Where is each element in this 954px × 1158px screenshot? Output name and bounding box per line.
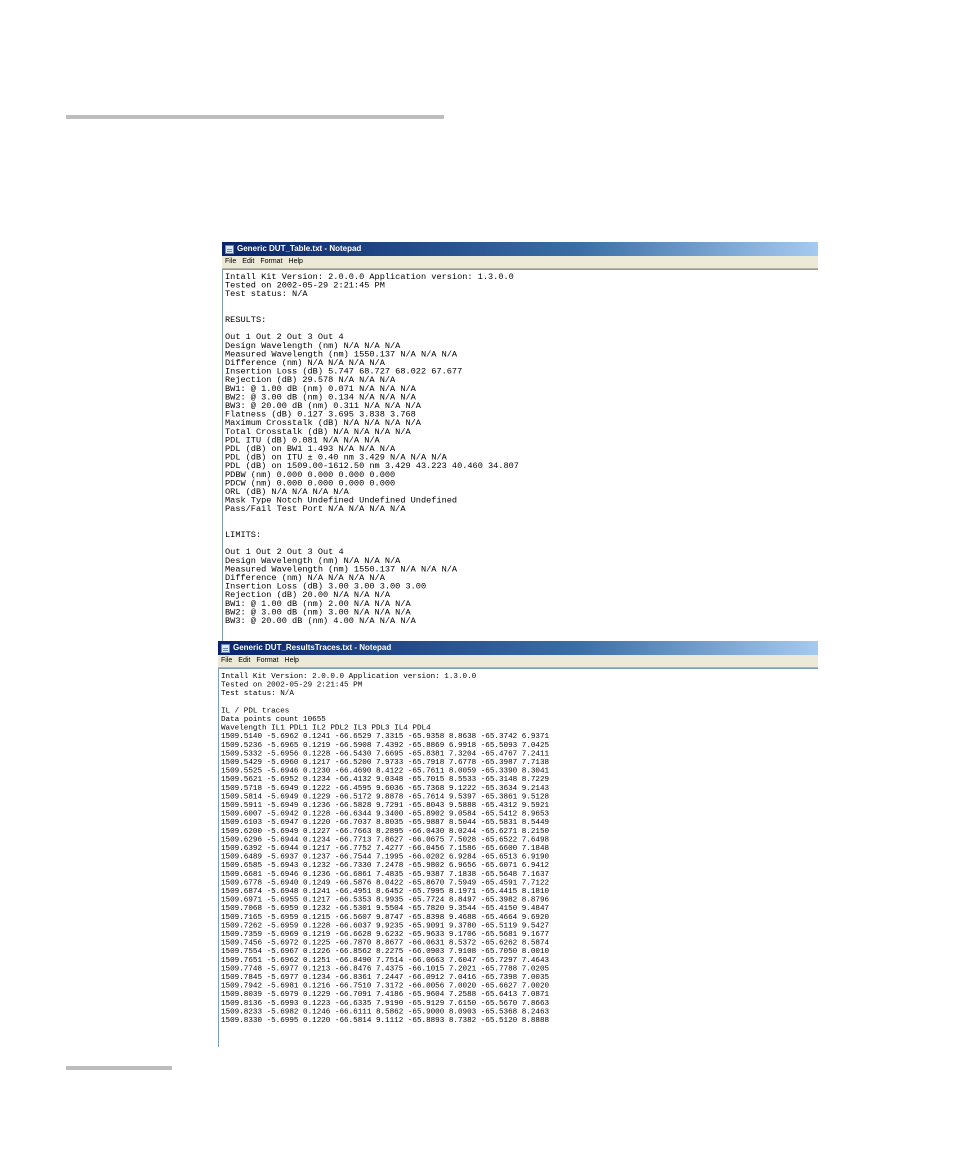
text-line: 1509.5525 -5.6946 0.1230 -66.4690 8.4122 -65.7611 8.0059 -65.3390 8.3041: [221, 767, 550, 776]
title-bar[interactable]: [218, 641, 818, 655]
menu-edit[interactable]: Edit: [238, 657, 251, 664]
text-line: RESULTS:: [225, 315, 267, 325]
text-line: BW2: @ 3.00 dB (nm) 3.00 N/A N/A N/A: [225, 607, 411, 618]
text-line: 1509.5332 -5.6956 0.1228 -66.5430 7.6695 -65.8381 7.3204 -65.4767 7.2411: [221, 750, 550, 759]
text-line: Rejection (dB) 29.578 N/A N/A N/A: [225, 375, 396, 386]
text-line: 1509.6971 -5.6955 0.1217 -66.5353 8.9935 -65.7724 8.8497 -65.3982 8.8796: [221, 896, 550, 905]
text-line: 1509.6585 -5.6943 0.1232 -66.7330 7.2478 -65.9802 6.9656 -65.6071 6.9412: [221, 862, 550, 871]
text-line: 1509.6007 -5.6942 0.1228 -66.6344 9.3400 -65.8902 9.0584 -65.5412 8.9653: [221, 810, 550, 819]
text-line: 1509.7359 -5.6969 0.1219 -66.6628 9.6232 -65.9633 9.1706 -65.5681 9.1677: [221, 931, 550, 939]
menu-help[interactable]: Help: [288, 258, 303, 265]
text-line: Total Crosstalk (dB) N/A N/A N/A N/A: [225, 426, 411, 437]
text-line: BW3: @ 20.00 dB (nm) 0.311 N/A N/A N/A: [225, 401, 421, 411]
text-line: 1509.7748 -5.6977 0.1213 -66.8476 7.4375 -66.1015 7.2021 -65.7788 7.0205: [221, 965, 550, 974]
text-line: Difference (nm) N/A N/A N/A N/A: [225, 573, 385, 583]
text-line: 1509.6103 -5.6947 0.1220 -66.7037 8.8035 -65.9887 8.5044 -65.5831 8.5449: [221, 819, 550, 828]
text-line: IL / PDL traces: [221, 707, 290, 716]
text-area[interactable]: [222, 269, 818, 648]
text-line: Insertion Loss (dB) 5.747 68.727 68.022 67.677: [225, 366, 463, 377]
text-line: 1509.8039 -5.6979 0.1229 -66.7091 7.4186 -65.9604 7.2588 -65.6413 7.0871: [221, 991, 550, 1000]
text-line: 1509.5718 -5.6949 0.1222 -66.4595 9.6036 -65.7368 9.1222 -65.3634 9.2143: [221, 784, 550, 793]
menu-bar: [222, 256, 818, 269]
text-line: 1509.6778 -5.6940 0.1249 -66.5876 8.0422 -65.8670 7.5949 -65.4591 7.7122: [221, 879, 550, 888]
menu-file[interactable]: File: [221, 657, 233, 664]
text-line: 1509.5236 -5.6965 0.1219 -66.5908 7.4392 -65.8869 6.9918 -65.5093 7.0425: [221, 741, 550, 750]
text-line: Intall Kit Version: 2.0.0.0 Application version: 1.3.0.0: [221, 673, 477, 681]
text-line: 1509.5429 -5.6960 0.1217 -66.5200 7.9733 -65.7918 7.6778 -65.3987 7.7138: [221, 759, 550, 767]
text-line: 1509.7456 -5.6972 0.1225 -66.7870 8.8677 -66.0631 8.5372 -65.6262 8.5874: [221, 939, 550, 948]
text-line: ORL (dB) N/A N/A N/A N/A: [225, 487, 349, 497]
notepad-window-traces[interactable]: [218, 641, 818, 1025]
text-line: PDL ITU (dB) 0.081 N/A N/A N/A: [225, 435, 380, 446]
text-line: Measured Wavelength (nm) 1550.137 N/A N/A N/A: [225, 349, 458, 360]
text-line: 1509.6200 -5.6949 0.1227 -66.7663 8.2895 -66.0430 8.0244 -65.6271 8.2150: [221, 827, 550, 836]
text-line: 1509.6681 -5.6946 0.1236 -66.6861 7.4835 -65.9387 7.1838 -65.5648 7.1637: [221, 870, 550, 879]
text-line: Wavelength IL1 PDL1 IL2 PDL2 IL3 PDL3 IL4 PDL4: [221, 724, 431, 733]
text-line: 1509.7651 -5.6962 0.1251 -66.8490 7.7514 -66.0663 7.6047 -65.7297 7.4643: [221, 956, 550, 965]
text-line: BW3: @ 20.00 dB (nm) 4.00 N/A N/A N/A: [225, 616, 416, 626]
text-line: 1509.5621 -5.6952 0.1234 -66.4132 9.0348 -65.7015 8.5533 -65.3148 8.7229: [221, 776, 550, 785]
text-line: PDL (dB) on 1509.00-1612.50 nm 3.429 43.223 40.460 34.807: [225, 461, 519, 472]
text-line: 1509.6489 -5.6937 0.1237 -66.7544 7.1995 -66.0202 6.9284 -65.6513 6.9190: [221, 853, 550, 862]
text-line: Intall Kit Version: 2.0.0.0 Application version: 1.3.0.0: [225, 272, 514, 282]
menu-format[interactable]: Format: [260, 258, 283, 265]
text-line: Out 1 Out 2 Out 3 Out 4: [225, 547, 344, 558]
text-line: BW1: @ 1.00 dB (nm) 2.00 N/A N/A N/A: [225, 598, 411, 609]
text-line: PDL (dB) on BW1 1.493 N/A N/A N/A: [225, 444, 396, 454]
window-title: Generic DUT_Table.txt - Notepad: [237, 244, 362, 253]
text-line: Flatness (dB) 0.127 3.695 3.838 3.768: [225, 409, 416, 420]
notepad-icon: [225, 245, 234, 254]
text-line: Design Wavelength (nm) N/A N/A N/A: [225, 555, 401, 566]
text-line: 1509.7165 -5.6959 0.1215 -66.5607 9.8747 -65.8398 9.4688 -65.4664 9.6920: [221, 913, 550, 922]
text-line: Out 1 Out 2 Out 3 Out 4: [225, 332, 344, 343]
menu-edit[interactable]: Edit: [242, 258, 255, 265]
notepad-icon: [221, 644, 230, 653]
text-line: 1509.8136 -5.6993 0.1223 -66.6335 7.9190 -65.9129 7.6150 -65.5670 7.8663: [221, 999, 550, 1008]
text-line: Measured Wavelength (nm) 1550.137 N/A N/A N/A: [225, 564, 458, 575]
text-line: 1509.7942 -5.6981 0.1216 -66.7510 7.3172 -66.0056 7.0020 -65.6627 7.0020: [221, 982, 550, 991]
menu-format[interactable]: Format: [256, 657, 279, 664]
text-line: Difference (nm) N/A N/A N/A N/A: [225, 358, 385, 368]
text-line: Test status: N/A: [225, 289, 308, 300]
text-line: 1509.6874 -5.6948 0.1241 -66.4951 8.6452 -65.7995 8.1971 -65.4415 8.1810: [221, 888, 550, 896]
text-area[interactable]: [218, 668, 818, 1047]
menu-file[interactable]: File: [225, 258, 237, 265]
text-line: Tested on 2002-05-29 2:21:45 PM: [221, 681, 363, 690]
text-line: 1509.7262 -5.6959 0.1228 -66.6037 9.9235 -65.9091 9.3780 -65.5119 9.5427: [221, 922, 550, 931]
text-line: PDCW (nm) 0.000 0.000 0.000 0.000: [225, 478, 396, 489]
title-bar[interactable]: [222, 242, 818, 256]
text-line: 1509.8233 -5.6982 0.1246 -66.6111 8.5862 -65.9000 8.0903 -65.5368 8.2463: [221, 1008, 550, 1017]
header-rule: [66, 115, 444, 119]
text-line: LIMITS:: [225, 530, 262, 540]
text-line: Mask Type Notch Undefined Undefined Undefined: [225, 495, 458, 506]
text-line: Tested on 2002-05-29 2:21:45 PM: [225, 280, 385, 291]
text-line: Design Wavelength (nm) N/A N/A N/A: [225, 340, 401, 351]
notepad-window-table[interactable]: [222, 242, 818, 626]
text-line: 1509.6392 -5.6944 0.1217 -66.7752 7.4277 -66.0456 7.1586 -65.6600 7.1848: [221, 845, 550, 853]
text-line: Maximum Crosstalk (dB) N/A N/A N/A N/A: [225, 418, 421, 429]
text-content: [223, 270, 819, 626]
window-title: Generic DUT_ResultsTraces.txt - Notepad: [233, 643, 392, 652]
text-line: PDBW (nm) 0.000 0.000 0.000 0.000: [225, 469, 396, 480]
text-line: Data points count 10655: [221, 716, 326, 724]
text-line: BW1: @ 1.00 dB (nm) 0.071 N/A N/A N/A: [225, 383, 416, 394]
text-line: 1509.7068 -5.6959 0.1232 -66.5301 9.5504 -65.7820 9.3544 -65.4150 9.4847: [221, 905, 550, 914]
text-line: 1509.7845 -5.6977 0.1234 -66.8361 7.2447 -66.0912 7.0416 -65.7398 7.0035: [221, 974, 550, 982]
text-line: 1509.5814 -5.6949 0.1229 -66.5172 9.8878 -65.7614 9.5397 -65.3861 9.5128: [221, 793, 550, 802]
text-content: [219, 669, 819, 1025]
text-line: Pass/Fail Test Port N/A N/A N/A N/A: [225, 504, 406, 515]
menu-help[interactable]: Help: [284, 657, 299, 664]
text-line: 1509.5911 -5.6949 0.1236 -66.5828 9.7291 -65.8043 9.5888 -65.4312 9.5921: [221, 802, 550, 810]
text-line: BW2: @ 3.00 dB (nm) 0.134 N/A N/A N/A: [225, 392, 416, 403]
text-line: PDL (dB) on ITU ± 0.40 nm 3.429 N/A N/A N/A: [225, 452, 447, 463]
text-line: Insertion Loss (dB) 3.00 3.00 3.00 3.00: [225, 581, 427, 592]
text-line: 1509.6296 -5.6944 0.1234 -66.7713 7.8627 -66.0675 7.5028 -65.6522 7.6498: [221, 836, 550, 845]
text-line: 1509.5140 -5.6962 0.1241 -66.6529 7.3315 -65.9358 8.8638 -65.3742 6.9371: [221, 733, 550, 742]
footer-rule: [66, 1066, 172, 1070]
text-line: Rejection (dB) 20.00 N/A N/A N/A: [225, 590, 391, 601]
text-line: 1509.8330 -5.6995 0.1220 -66.5814 9.1112 -65.8893 8.7382 -65.5120 8.8888: [221, 1017, 550, 1025]
text-line: 1509.7554 -5.6967 0.1226 -66.8562 8.2275 -66.0903 7.9108 -65.7050 8.0010: [221, 948, 550, 957]
text-line: Test status: N/A: [221, 690, 294, 699]
menu-bar: [218, 655, 818, 668]
